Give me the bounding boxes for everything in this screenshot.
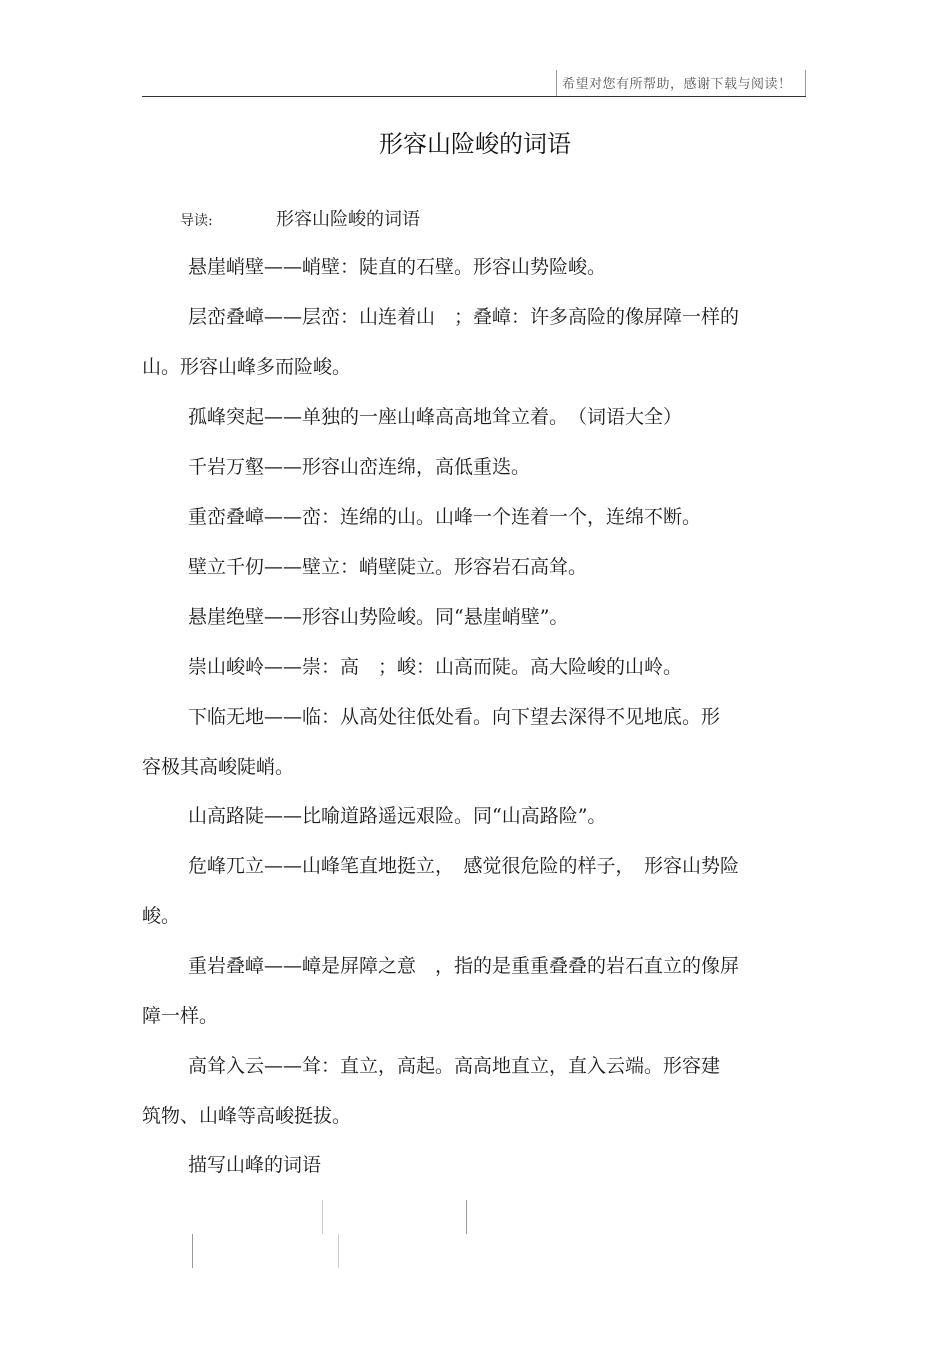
table-fragment-line [338,1234,339,1268]
lead-text: 形容山险峻的词语 [276,209,420,230]
document-title: 形容山险峻的词语 [379,130,571,158]
body-line: 峻。 [142,905,181,927]
body-line: 悬崖绝壁——形容山势险峻。同“悬崖峭壁”。 [188,606,569,628]
lead-label: 导读: [180,213,213,229]
body-line: 层峦叠嶂——层峦：山连着山 ；叠嶂：许多高险的像屏障一样的 [188,306,740,328]
body-line: 描写山峰的词语 [188,1154,322,1176]
body-line: 悬崖峭壁——峭壁：陡直的石壁。形容山势险峻。 [188,256,607,278]
body-line: 山。形容山峰多而险峻。 [142,356,352,378]
body-line: 壁立千仞——壁立：峭壁陡立。形容岩石高耸。 [188,556,588,578]
table-fragment-line [322,1200,323,1234]
body-line: 障一样。 [142,1005,219,1027]
header-rule [142,96,806,97]
body-line: 下临无地——临：从高处往低处看。向下望去深得不见地底。形 [188,706,721,728]
body-line: 容极其高峻陡峭。 [142,756,295,778]
table-fragment-line [192,1234,193,1268]
body-line: 崇山峻岭——崇：高 ；峻：山高而陡。高大险峻的山岭。 [188,656,683,678]
body-line: 山高路陡——比喻道路遥远艰险。同“山高路险”。 [188,805,607,827]
body-line: 筑物、山峰等高峻挺拔。 [142,1105,352,1127]
header-note: 希望对您有所帮助，感谢下载与阅读！ [562,77,792,92]
body-line: 高耸入云——耸：直立，高起。高高地直立，直入云端。形容建 [188,1055,721,1077]
body-line: 千岩万壑——形容山峦连绵，高低重迭。 [188,456,531,478]
lead-line [180,205,420,231]
body-line: 重岩叠嶂——嶂是屏障之意 ，指的是重重叠叠的岩石直立的像屏 [188,955,740,977]
body-line: 重峦叠嶂——峦：连绵的山。山峰一个连着一个，连绵不断。 [188,506,702,528]
table-fragment-line [466,1200,467,1234]
body-line: 危峰兀立——山峰笔直地挺立， 感觉很危险的样子， 形容山势险 [188,855,740,877]
body-line: 孤峰突起——单独的一座山峰高高地耸立着。 （词语大全） [188,406,683,428]
